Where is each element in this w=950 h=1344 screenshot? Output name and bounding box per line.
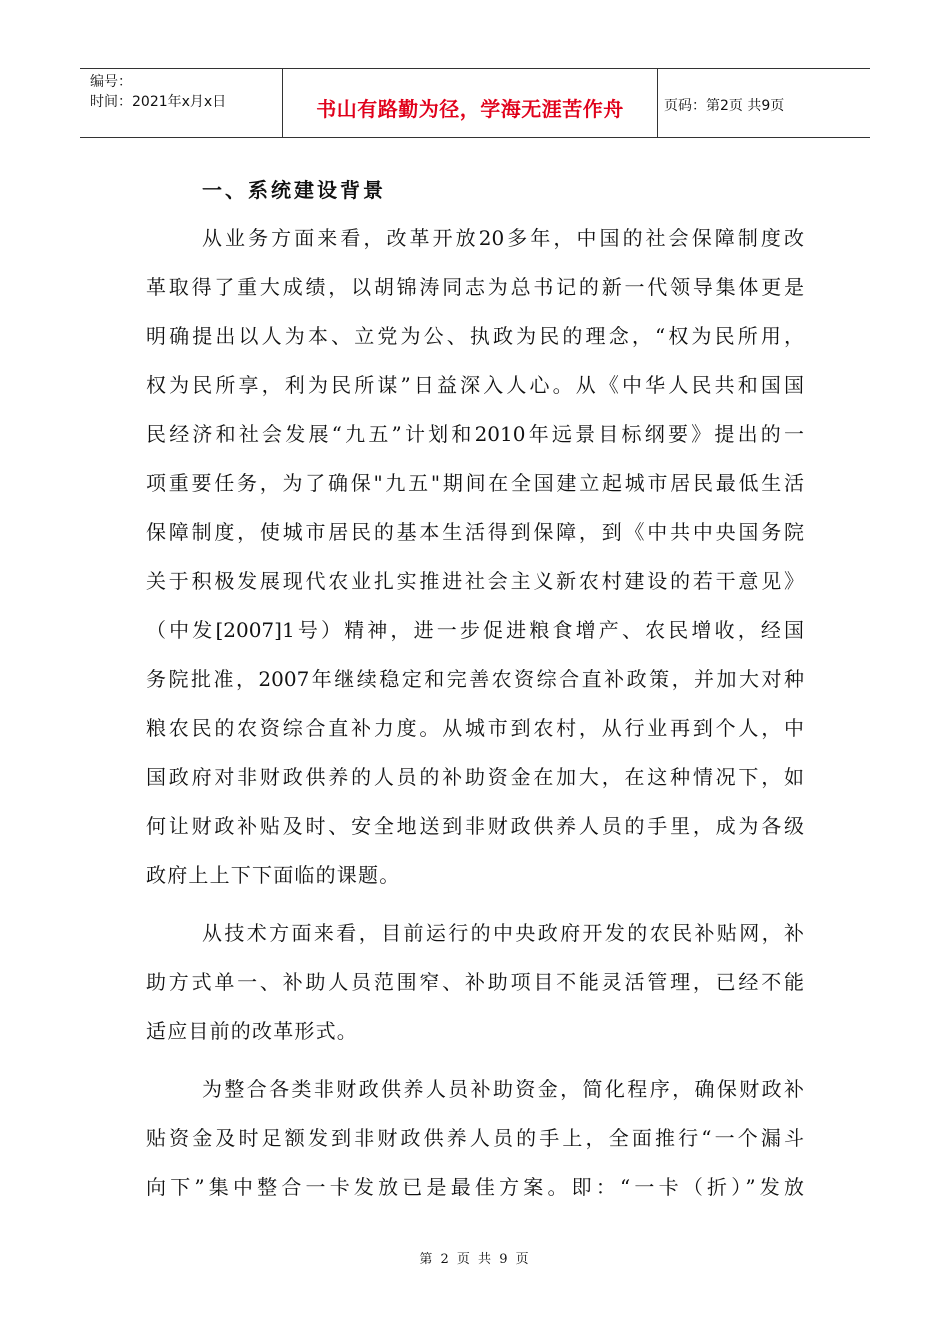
body-line: 明确提出以人为本、立党为公、执政为民的理念，“权为民所用， bbox=[146, 324, 804, 348]
body-line: 助方式单一、补助人员范围窄、补助项目不能灵活管理，已经不能 bbox=[146, 970, 804, 994]
header-table bbox=[80, 68, 870, 138]
header-info-cell bbox=[80, 69, 283, 137]
body-line: 项重要任务，为了确保"九五"期间在全国建立起城市居民最低生活 bbox=[146, 471, 804, 495]
body-line: 政府上上下下面临的课题。 bbox=[146, 863, 401, 887]
body-line: 民经济和社会发展“九五”计划和2010年远景目标纲要》提出的一 bbox=[146, 422, 804, 446]
body-line: （中发[2007]1号）精神，进一步促进粮食增产、农民增收，经国 bbox=[146, 618, 804, 642]
body-line: 粮农民的农资综合直补力度。从城市到农村，从行业再到个人，中 bbox=[146, 716, 804, 740]
document-time-label: 时间：2021年x月x日 bbox=[90, 94, 227, 110]
body-line: 向下”集中整合一卡发放已是最佳方案。即：“一卡（折）”发放 bbox=[146, 1175, 804, 1199]
body-line: 贴资金及时足额发到非财政供养人员的手上，全面推行“一个漏斗 bbox=[146, 1126, 804, 1150]
body-line: 国政府对非财政供养的人员的补助资金在加大，在这种情况下，如 bbox=[146, 765, 804, 789]
body-line: 何让财政补贴及时、安全地送到非财政供养人员的手里，成为各级 bbox=[146, 814, 804, 838]
document-number-label: 编号： bbox=[90, 74, 132, 90]
body-line: 从技术方面来看，目前运行的中央政府开发的农民补贴网，补 bbox=[202, 921, 804, 945]
body-line: 务院批准，2007年继续稳定和完善农资综合直补政策，并加大对种 bbox=[146, 667, 804, 691]
body-line: 为整合各类非财政供养人员补助资金，简化程序，确保财政补 bbox=[202, 1077, 804, 1101]
header-motto: 书山有路勤为径，学海无涯苦作舟 bbox=[316, 97, 624, 121]
header-page-cell bbox=[658, 69, 870, 137]
body-line: 关于积极发展现代农业扎实推进社会主义新农村建设的若干意见》 bbox=[146, 569, 804, 593]
body-line: 保障制度，使城市居民的基本生活得到保障，到《中共中央国务院 bbox=[146, 520, 804, 544]
body-line: 从业务方面来看，改革开放20多年，中国的社会保障制度改 bbox=[202, 226, 804, 250]
page-footer: 第 2 页 共 9 页 bbox=[419, 1252, 531, 1267]
header-page-info: 页码：第2页 共9页 bbox=[664, 98, 785, 114]
body-line: 权为民所享，利为民所谋”日益深入人心。从《中华人民共和国国 bbox=[146, 373, 804, 397]
section-heading: 一、系统建设背景 bbox=[202, 178, 386, 202]
header-motto-cell bbox=[283, 69, 658, 137]
body-line: 适应目前的改革形式。 bbox=[146, 1019, 358, 1043]
body-line: 革取得了重大成绩，以胡锦涛同志为总书记的新一代领导集体更是 bbox=[146, 275, 804, 299]
